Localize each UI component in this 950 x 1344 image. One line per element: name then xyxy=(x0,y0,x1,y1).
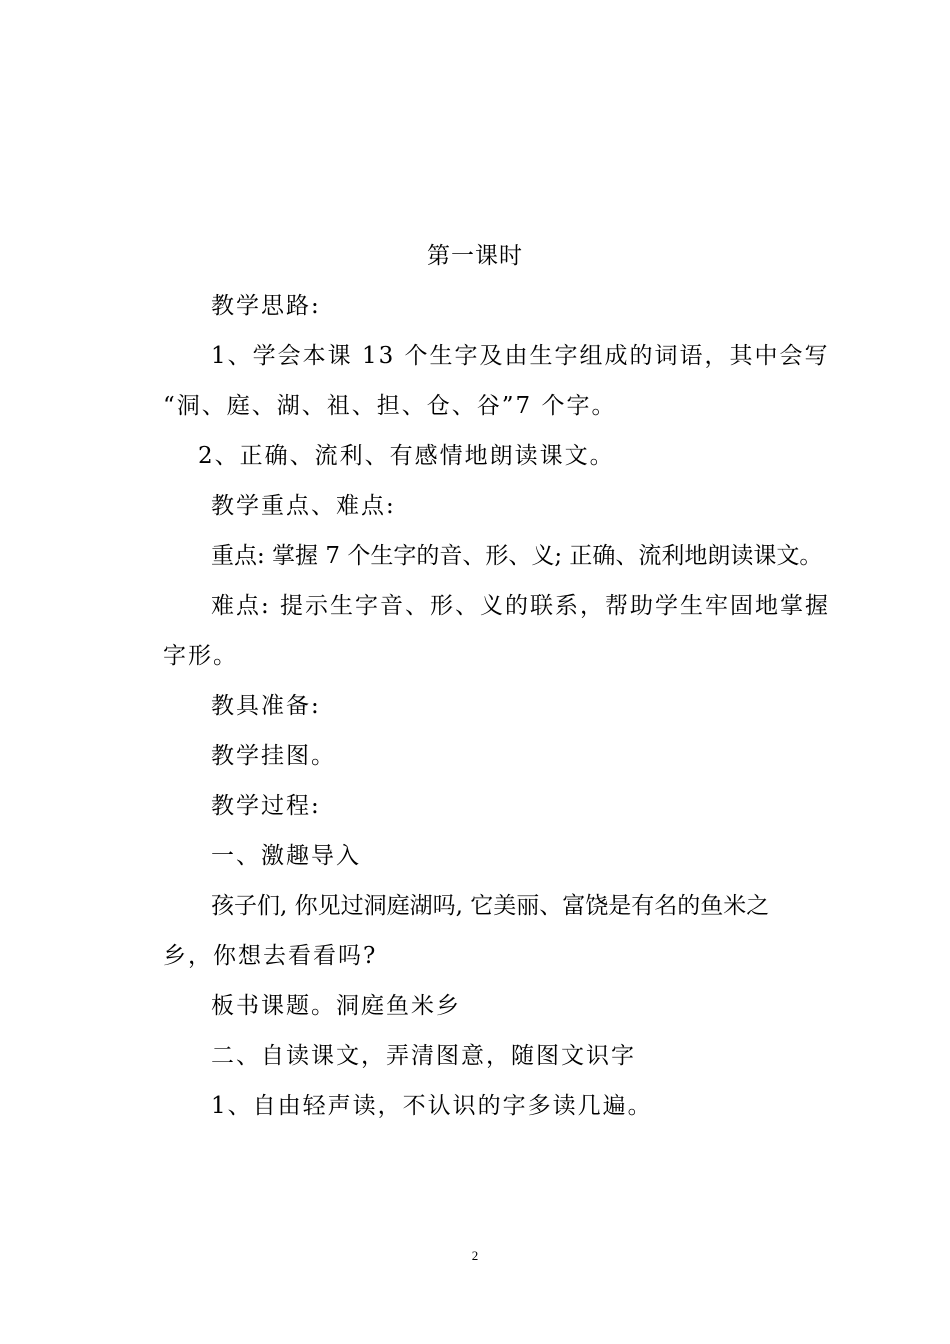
heading-teaching-approach: 教学思路: xyxy=(211,293,321,319)
paragraph-line: 1、学会本课 13 个生字及由生字组成的词语，其中会写 xyxy=(211,343,830,369)
heading-teaching-process: 教学过程: xyxy=(211,793,321,819)
page-number: 2 xyxy=(471,1248,479,1263)
paragraph-line: 孩子们, 你见过洞庭湖吗, 它美丽、富饶是有名的鱼米之 xyxy=(211,893,770,919)
paragraph-line: 乡，你想去看看吗? xyxy=(163,943,378,969)
paragraph-line: 重点: 掌握 7 个生字的音、形、义; 正确、流利地朗读课文。 xyxy=(211,543,823,569)
heading-key-points: 教学重点、难点: xyxy=(211,493,396,519)
subheading-self-reading: 二、自读课文，弄清图意，随图文识字 xyxy=(211,1043,636,1069)
paragraph-line: “洞、庭、湖、祖、担、仓、谷”7 个字。 xyxy=(163,393,617,419)
heading-teaching-aids: 教具准备: xyxy=(211,693,321,719)
subheading-introduction: 一、激趣导入 xyxy=(211,843,361,869)
paragraph-line: 1、自由轻声读，不认识的字多读几遍。 xyxy=(211,1093,653,1119)
paragraph-line: 2、正确、流利、有感情地朗读课文。 xyxy=(198,443,615,469)
paragraph-line: 教学挂图。 xyxy=(211,743,336,769)
section-title: 第一课时 xyxy=(427,243,523,269)
paragraph-line: 字形。 xyxy=(163,643,238,669)
paragraph-line: 板书课题。洞庭鱼米乡 xyxy=(211,993,461,1019)
paragraph-line: 难点: 提示生字音、形、义的联系，帮助学生牢固地掌握 xyxy=(211,593,831,619)
